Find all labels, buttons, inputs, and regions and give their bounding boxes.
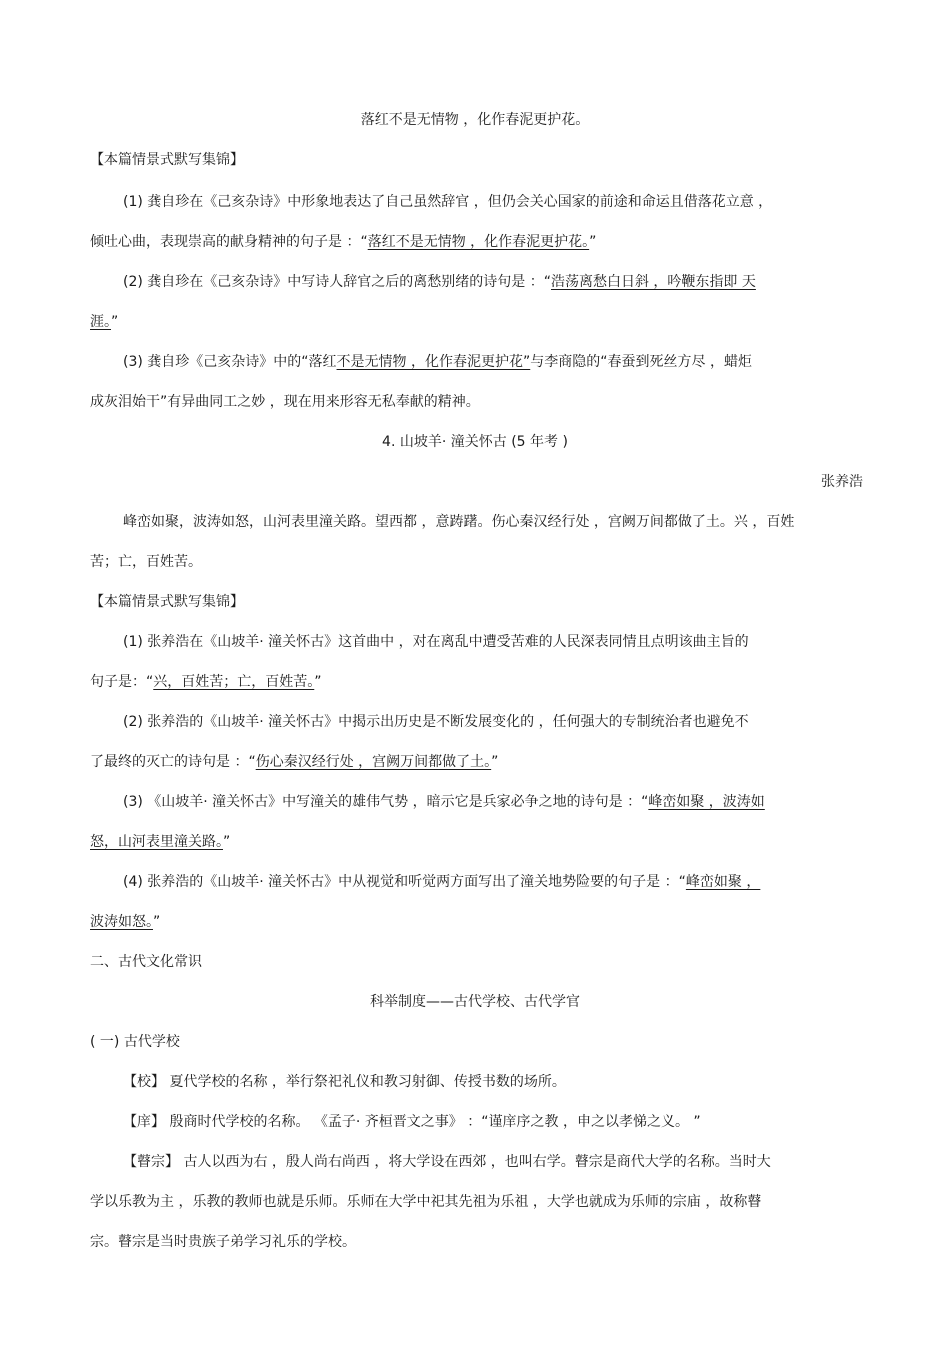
answer-text: 怒，山河表里潼关路。 (90, 834, 223, 850)
chapter-heading: 二、古代文化常识 (90, 954, 202, 970)
poem-title: 4. 山坡羊· 潼关怀古 (5 年考 ) (382, 434, 568, 450)
quote-close: ” (223, 834, 231, 850)
question-text: 倾吐心曲，表现崇高的献身精神的句子是 ：“ (90, 234, 368, 250)
quote-close: ” (491, 754, 499, 770)
question-text: (3) 龚自珍《己亥杂诗》中的“落红 (123, 354, 337, 370)
answer-text: 落红不是无情物 ，化作春泥更护花。 (367, 234, 590, 250)
question-text: (2) 龚自珍在《己亥杂诗》中写诗人辞官之后的离愁别绪的诗句是 ：“ (123, 274, 551, 290)
question-2-line-2 (90, 752, 870, 772)
question-3-line-2: 成灰泪始干”有异曲同工之妙 ，现在用来形容无私奉献的精神。 (90, 394, 480, 410)
section-title: 科举制度——古代学校、古代学官 (370, 994, 580, 1010)
entry-gu-zong-line-3: 宗。瞽宗是当时贵族子弟学习礼乐的学校。 (90, 1234, 356, 1250)
question-1-line-2 (90, 232, 870, 252)
poem-closing-line: 落红不是无情物 ，化作春泥更护花。 (360, 112, 590, 128)
section-heading: 【本篇情景式默写集锦】 (90, 152, 244, 168)
question-text: 句子是：“ (90, 674, 154, 690)
poem-body-line-1: 峰峦如聚，波涛如怒，山河表里潼关路。望西都 ，意踌躇。伤心秦汉经行处 ，宫阙万间都做了土。兴 ，百姓 (123, 514, 795, 530)
subsection-heading: ( 一) 古代学校 (90, 1034, 180, 1050)
question-2-line-1: (2) 张养浩的《山坡羊· 潼关怀古》中揭示出历史是不断发展变化的 ，任何强大的专制统治者也避免不 (123, 714, 749, 730)
quote-close: ” (589, 234, 597, 250)
entry-gu-zong-line-2: 学以乐教为主 ，乐教的教师也就是乐师。乐师在大学中祀其先祖为乐祖 ，大学也就成为乐师的宗庙 ，故称瞽 (90, 1194, 762, 1210)
answer-text: 不是无情物 ，化作春泥更护花” (336, 354, 531, 370)
question-3-line-1 (123, 792, 870, 812)
answer-text: 涯。 (90, 314, 111, 330)
question-1-line-1: (1) 龚自珍在《己亥杂诗》中形象地表达了自己虽然辞官 ，但仍会关心国家的前途和命运且借落花立意 ， (123, 194, 773, 210)
question-text: 了最终的灭亡的诗句是 ：“ (90, 754, 256, 770)
answer-text: 峰峦如聚 ， (685, 874, 761, 890)
answer-text: 波涛如怒。 (90, 914, 153, 930)
answer-text: 浩荡离愁白日斜 ，吟鞭东指即 天 (550, 274, 756, 290)
answer-text: 伤心秦汉经行处 ，宫阙万间都做了土。 (255, 754, 492, 770)
entry-xiang: 【庠】 殷商时代学校的名称。 《孟子· 齐桓晋文之事》 ：“谨庠序之教 ，申之以孝悌之义。 ” (123, 1114, 701, 1130)
question-text: 与李商隐的“春蚕到死丝方尽 ，蜡炬 (530, 354, 752, 370)
poem-author: 张养浩 (821, 474, 863, 490)
answer-text: 峰峦如聚 ，波涛如 (648, 794, 765, 810)
question-1-line-1: (1) 张养浩在《山坡羊· 潼关怀古》这首曲中 ，对在离乱中遭受苦难的人民深表同情且点明该曲主旨的 (123, 634, 749, 650)
question-3-line-2 (90, 832, 870, 852)
question-3-line-1 (123, 352, 870, 372)
question-text: (3) 《山坡羊· 潼关怀古》中写潼关的雄伟气势 ，暗示它是兵家必争之地的诗句是 ：“ (123, 794, 649, 810)
question-1-line-2 (90, 672, 870, 692)
quote-close: ” (111, 314, 119, 330)
question-2-line-2 (90, 312, 870, 332)
question-2-line-1 (123, 272, 870, 292)
quote-close: ” (153, 914, 161, 930)
question-4-line-1 (123, 872, 870, 892)
entry-gu-zong-line-1: 【瞽宗】 古人以西为右 ，殷人尚右尚西 ，将大学设在西郊 ，也叫右学。瞽宗是商代大学的名称。当时大 (123, 1154, 771, 1170)
question-4-line-2 (90, 912, 870, 932)
poem-body-line-2: 苦；亡，百姓苦。 (90, 554, 202, 570)
answer-text: 兴，百姓苦；亡，百姓苦。 (153, 674, 315, 690)
quote-close: ” (314, 674, 322, 690)
question-text: (4) 张养浩的《山坡羊· 潼关怀古》中从视觉和听觉两方面写出了潼关地势险要的句子是 ：“ (123, 874, 686, 890)
entry-xiao: 【校】 夏代学校的名称 ，举行祭祀礼仪和教习射御、传授书数的场所。 (123, 1074, 566, 1090)
section-heading: 【本篇情景式默写集锦】 (90, 594, 244, 610)
